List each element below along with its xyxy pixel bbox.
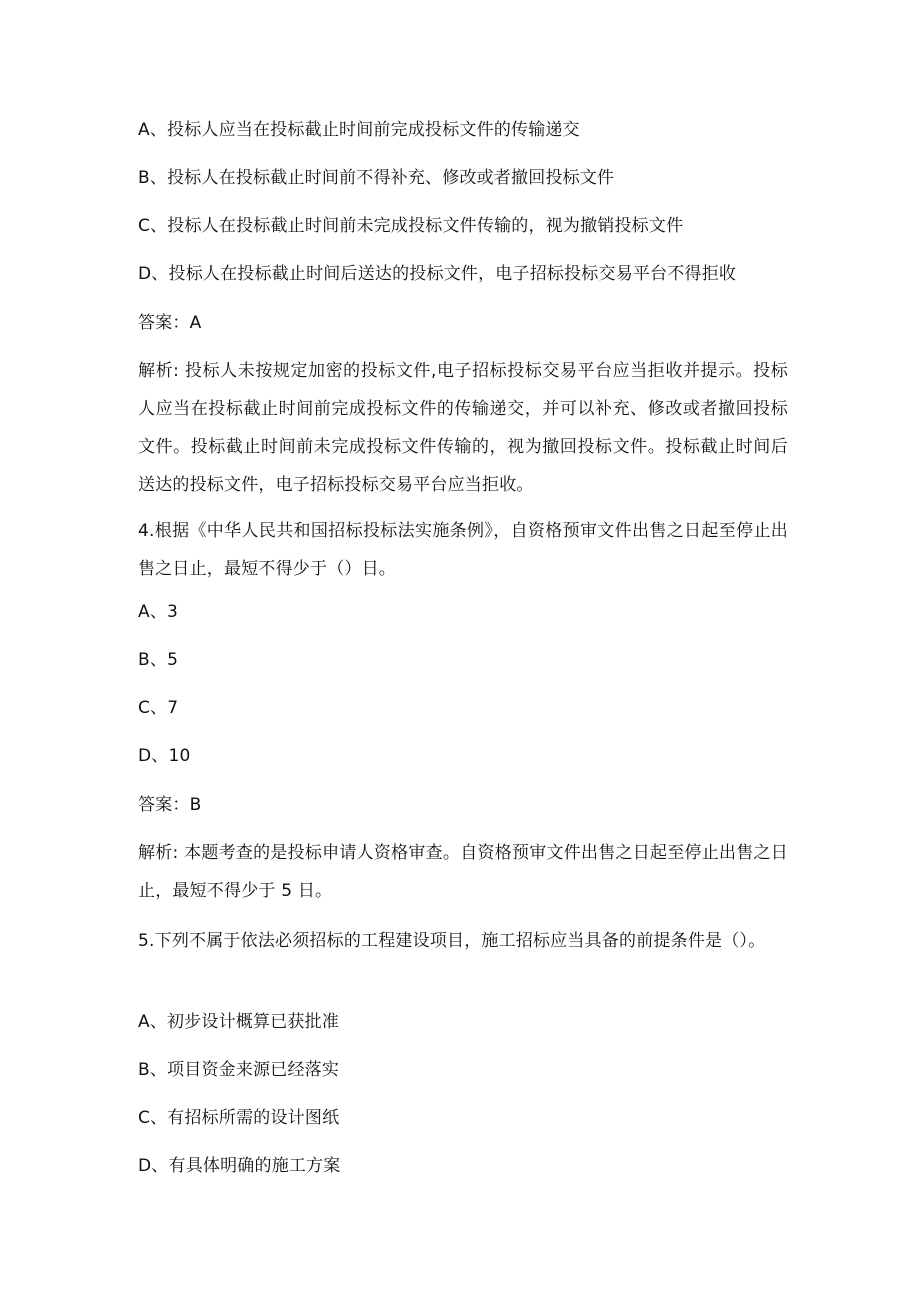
q4-option-c: C、7 [138,698,179,718]
q3-option-d: D、投标人在投标截止时间后送达的投标文件，电子招标投标交易平台不得拒收 [138,264,737,284]
q4-question: 4.根据《中华人民共和国招标投标法实施条例》，自资格预审文件出售之日起至停止出售之日止，最短不得少于（）日。 [138,521,788,579]
q4-option-b: B、5 [138,650,179,670]
q3-option-b: B、投标人在投标截止时间前不得补充、修改或者撤回投标文件 [138,168,615,188]
q4-option-d: D、10 [138,746,191,766]
q5-option-c: C、有招标所需的设计图纸 [138,1108,340,1128]
q4-answer: 答案：B [138,795,202,815]
q5-option-d: D、有具体明确的施工方案 [138,1156,341,1176]
q4-option-a: A、3 [138,602,179,622]
q5-option-a: A、初步设计概算已获批准 [138,1012,340,1032]
q5-question: 5.下列不属于依法必须招标的工程建设项目，施工招标应当具备的前提条件是（）。 [138,931,766,951]
q3-answer: 答案：A [138,313,202,333]
q3-option-a: A、投标人应当在投标截止时间前完成投标文件的传输递交 [138,120,580,140]
q3-analysis: 解析: 投标人未按规定加密的投标文件,电子招标投标交易平台应当拒收并提示。投标人应当在投标截止时间前完成投标文件的传输递交，并可以补充、修改或者撤回投标文件。投标截止时间前未完成投标文件传输的，视为撤回投标文件。投标截止时间后送达的投标文件，电子招标投标交易平台应当拒收。 [138,361,788,495]
q5-option-b: B、项目资金来源已经落实 [138,1060,340,1080]
q3-option-c: C、投标人在投标截止时间前未完成投标文件传输的，视为撤销投标文件 [138,216,684,236]
q4-analysis: 解析: 本题考查的是投标申请人资格审查。自资格预审文件出售之日起至停止出售之日止，最短不得少于 5 日。 [138,843,788,901]
